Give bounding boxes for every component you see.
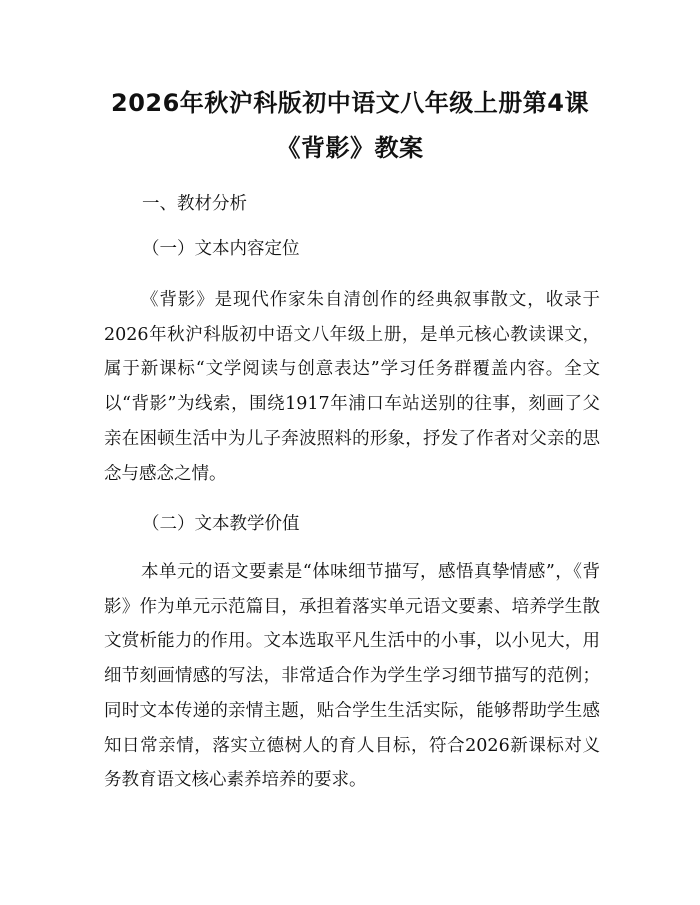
subsection-heading-content-positioning: （一）文本内容定位 bbox=[142, 239, 300, 259]
document-title-line1: 2026年秋沪科版初中语文八年级上册第4课 bbox=[111, 89, 589, 117]
subsection-heading-teaching-value: （二）文本教学价值 bbox=[142, 514, 300, 534]
paragraph-teaching-value: 本单元的语文要素是“体味细节描写，感悟真挚情感”，《背影》作为单元示范篇目，承担着落实单元语文要素、培养学生散文赏析能力的作用。文本选取平凡生活中的小事，以小见大，用细节刻画情感的写法，非常适合作为学生学习细节描写的范例；同时文本传递的亲情主题，贴合学生生活实际，能够帮助学生感知日常亲情，落实立德树人的育人目标，符合2026新课标对义务教育语文核心素养培养的要求。 bbox=[104, 562, 600, 791]
document-title-line2: 《背影》教案 bbox=[276, 134, 424, 162]
section-heading-textbook-analysis: 一、教材分析 bbox=[142, 194, 247, 214]
paragraph-content-positioning: 《背影》是现代作家朱自清创作的经典叙事散文，收录于2026年秋沪科版初中语文八年级上册，是单元核心教读课文，属于新课标“文学阅读与创意表达”学习任务群覆盖内容。全文以“背影”为线索，围绕1917年浦口车站送别的往事，刻画了父亲在困顿生活中为儿子奔波照料的形象，抒发了作者对父亲的思念与感念之情。 bbox=[104, 290, 600, 484]
